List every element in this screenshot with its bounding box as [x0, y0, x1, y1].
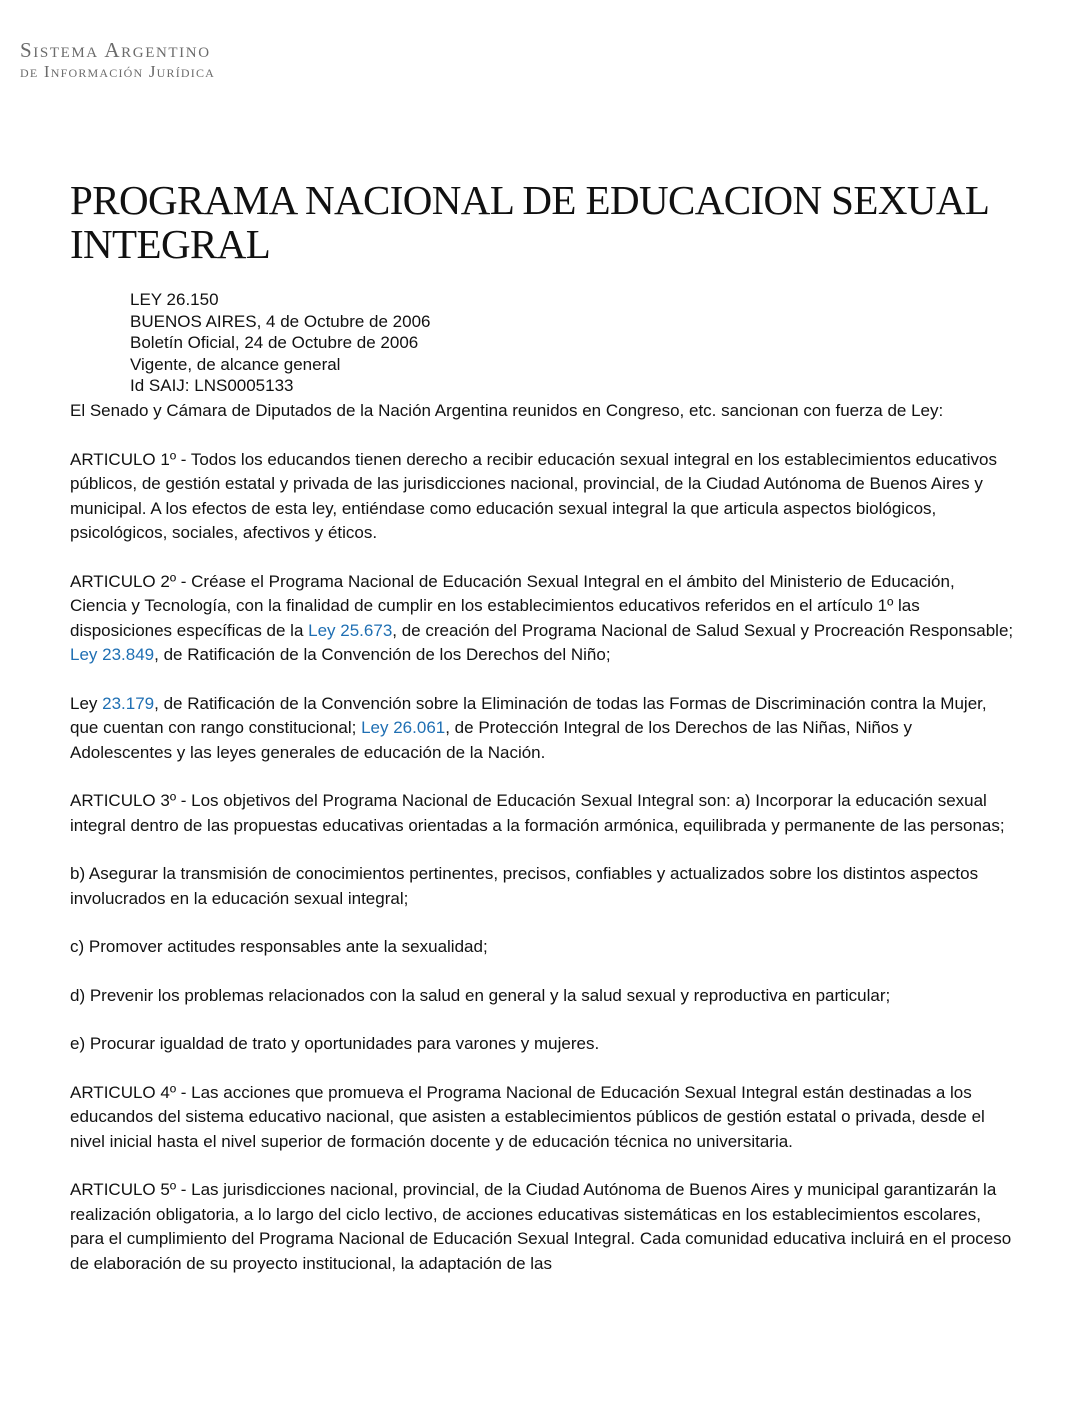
enacting-clause: El Senado y Cámara de Diputados de la Nación Argentina reunidos en Congreso, etc. sancionan con fuerza de Ley:: [70, 401, 944, 420]
article-5: ARTICULO 5º - Las jurisdicciones nacional, provincial, de la Ciudad Autónoma de Buenos Aires y municipal garantizarán la realización obligatoria, a lo largo del ciclo lectivo, de acciones educativas sistemáticas en los establecimientos escolares, para el cumplimiento del Programa Nacional de Educación Sexual Integral. Cada comunidad educativa incluirá en el proceso de elaboración de su proyecto institucional, la adaptación de las: [70, 1180, 1012, 1273]
saij-logo: [20, 40, 215, 80]
article-2-continued: [70, 692, 1015, 766]
document-body: [70, 399, 1015, 1300]
document-title: PROGRAMA NACIONAL DE EDUCACION SEXUAL INTEGRAL: [70, 177, 988, 267]
article-1: ARTICULO 1º - Todos los educandos tienen derecho a recibir educación sexual integral en los establecimientos educativos públicos, de gestión estatal y privada de las jurisdicciones nacional, provincial, de la Ciudad Autónoma de Buenos Aires y municipal. A los efectos de esta ley, entiéndase como educación sexual integral la que articula aspectos biológicos, psicológicos, sociales, afectivos y éticos.: [70, 449, 997, 542]
article-2-text-3: , de Ratificación de la Convención de los Derechos del Niño;: [154, 645, 611, 664]
article-3: ARTICULO 3º - Los objetivos del Programa Nacional de Educación Sexual Integral son: a) Incorporar la educación sexual integral dentro de las propuestas educativas orientadas a la formación armónica, equilibrada y permanente de las personas;: [70, 791, 1005, 835]
article-3-item-b: b) Asegurar la transmisión de conocimientos pertinentes, precisos, confiables y actualizados sobre los distintos aspectos involucrados en la educación sexual integral;: [70, 864, 979, 908]
saij-id: Id SAIJ: LNS0005133: [130, 376, 294, 395]
logo-line-2: de Información Jurídica: [20, 62, 216, 81]
article-3-item-e: e) Procurar igualdad de trato y oportunidades para varones y mujeres.: [70, 1034, 600, 1053]
law-metadata: [130, 289, 431, 397]
article-2b-text-3: , de Protección Integral de los Derechos de las Niñas, Niños y Adolescentes y las leyes generales de educación de la Nación.: [70, 718, 913, 762]
article-4: ARTICULO 4º - Las acciones que promueva el Programa Nacional de Educación Sexual Integral están destinadas a los educandos del sistema educativo nacional, que asisten a establecimientos públicos de gestión estatal o privada, desde el nivel inicial hasta el nivel superior de formación docente y de educación técnica no universitaria.: [70, 1082, 985, 1151]
link-ley-23179[interactable]: 23.179: [102, 693, 155, 713]
law-place-date: BUENOS AIRES, 4 de Octubre de 2006: [130, 311, 431, 331]
link-ley-23849[interactable]: Ley 23.849: [70, 645, 155, 664]
law-number: LEY 26.150: [130, 290, 219, 309]
article-2b-text-2: , de Ratificación de la Convención sobre la Eliminación de todas las Formas de Discriminación contra la Mujer, que cuentan con rango constitucional;: [70, 693, 987, 737]
article-2: [70, 570, 1015, 668]
article-2-text-1: ARTICULO 2º - Créase el Programa Nacional de Educación Sexual Integral en el ámbito del Ministerio de Educación, Ciencia y Tecnología, con la finalidad de cumplir en los establecimientos educativos referidos en el artículo 1º las disposiciones específicas de la: [70, 571, 955, 640]
logo-line-1: Sistema Argentino: [20, 38, 211, 62]
official-bulletin-date: Boletín Oficial, 24 de Octubre de 2006: [130, 333, 419, 352]
article-2-text-2: , de creación del Programa Nacional de Salud Sexual y Procreación Responsable;: [392, 620, 1014, 640]
article-3-item-d: d) Prevenir los problemas relacionados con la salud en general y la salud sexual y reproductiva en particular;: [70, 985, 891, 1005]
article-3-item-c: c) Promover actitudes responsables ante la sexualidad;: [70, 937, 488, 956]
article-2b-text-1: Ley: [70, 693, 103, 713]
law-status: Vigente, de alcance general: [130, 354, 341, 374]
link-ley-25673[interactable]: Ley 25.673: [308, 620, 393, 640]
link-ley-26061[interactable]: Ley 26.061: [361, 718, 446, 737]
